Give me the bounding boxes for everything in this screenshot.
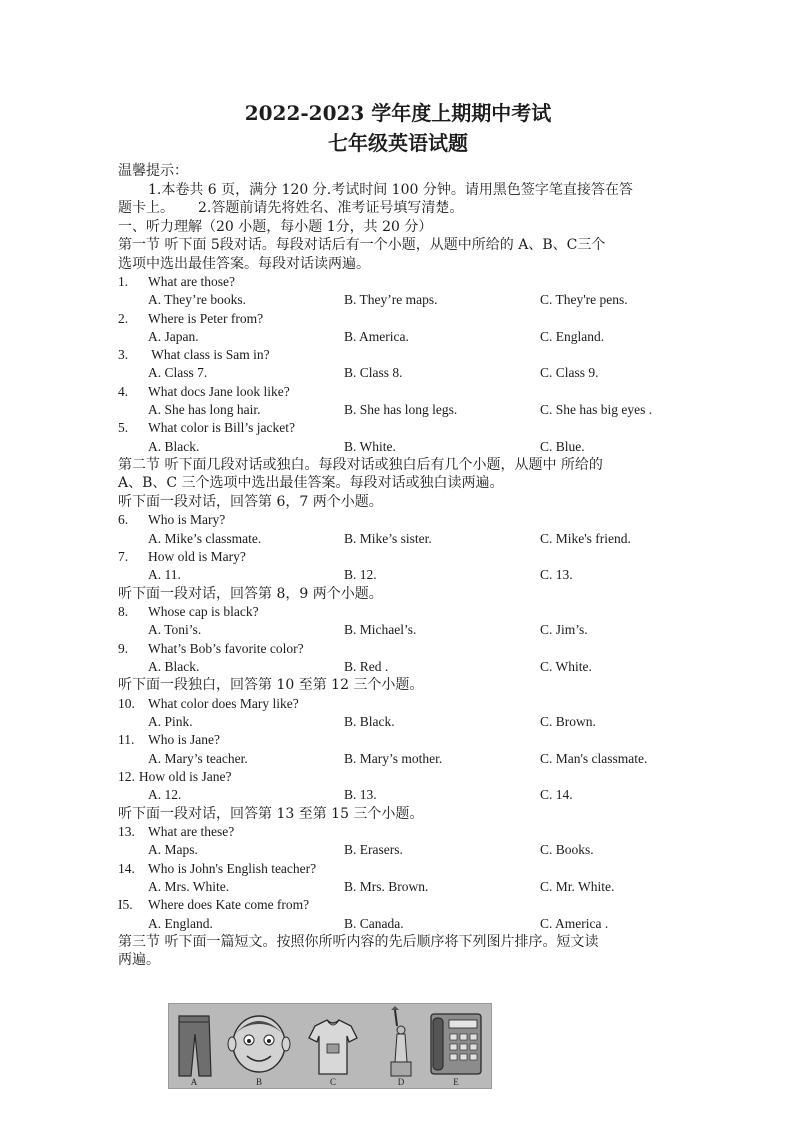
section2-instructions-line-2: A、B、C 三个选项中选出最佳答案。每段对话或独白读两遍。 xyxy=(118,475,504,492)
picture-label-a: A xyxy=(190,1077,198,1087)
question-text: How old is Mary? xyxy=(148,549,246,565)
option-a: A. Toni’s. xyxy=(148,622,202,638)
option-c: C. Books. xyxy=(540,842,594,858)
section1-instructions-line-1: 第一节 听下面 5段对话。每段对话后有一个小题，从题中所给的 A、B、C三个 xyxy=(118,237,606,253)
question-number: 1. xyxy=(118,274,129,289)
option-c: C. Blue. xyxy=(540,438,585,454)
option-b: B. 13. xyxy=(344,787,377,803)
question-number: 3. xyxy=(118,347,129,363)
part1-title: 一、听力理解（20 小题，每小题 1分，共 20 分） xyxy=(118,218,433,235)
question-number: 7. xyxy=(118,549,129,565)
question-text: Where does Kate come from? xyxy=(148,897,310,913)
option-a: A. Maps. xyxy=(148,842,198,858)
section3-instructions-line-1: 第三节 听下面一篇短文。按照你所听内容的先后顺序将下列图片排序。短文读 xyxy=(118,933,599,950)
option-a: A. Black. xyxy=(148,659,200,675)
option-a: A. Black. xyxy=(148,438,200,454)
section1-questions xyxy=(118,273,678,456)
question-15 xyxy=(118,896,678,933)
question-number: 4. xyxy=(118,383,129,399)
question-1 xyxy=(118,273,678,310)
question-3 xyxy=(118,346,678,383)
option-c: C. Class 9. xyxy=(540,365,599,381)
option-c: C. England. xyxy=(540,328,605,344)
option-a: A. Mrs. White. xyxy=(148,879,230,895)
option-a: A. Japan. xyxy=(148,328,199,344)
option-c: C. 14. xyxy=(540,787,573,803)
option-b: B. America. xyxy=(344,328,409,344)
t-shirt-icon xyxy=(309,1020,357,1074)
picture-label-b: B xyxy=(255,1077,263,1087)
option-c: C. White. xyxy=(540,659,592,675)
section3-instructions-line-2: 两遍。 xyxy=(118,952,160,969)
option-a: A. Mike’s classmate. xyxy=(148,530,262,546)
question-9 xyxy=(118,640,678,677)
question-text: What’s Bob’s favorite color? xyxy=(148,640,304,656)
question-text: What class is Sam in? xyxy=(148,347,270,363)
question-text: What color does Mary like? xyxy=(148,695,299,711)
picture-label-d: D xyxy=(397,1077,405,1087)
option-b: B. Erasers. xyxy=(344,842,403,858)
question-2 xyxy=(118,310,678,347)
option-b: B. Red . xyxy=(344,659,389,675)
option-a: A. 12. xyxy=(148,787,182,803)
option-b: B. Mrs. Brown. xyxy=(344,879,429,895)
question-text: Who is John's English teacher? xyxy=(148,860,317,876)
option-c: C. Brown. xyxy=(540,714,596,730)
trousers-icon xyxy=(179,1016,211,1076)
statue-of-liberty-icon xyxy=(391,1006,411,1076)
question-number: 5. xyxy=(118,420,129,436)
group-intro-8-9: 听下面一段对话，回答第 8，9 两个小题。 xyxy=(118,585,383,602)
question-number: 12. xyxy=(118,769,135,785)
question-10 xyxy=(118,695,678,732)
notice-heading: 温馨提示： xyxy=(118,163,188,179)
option-b: B. She has long legs. xyxy=(344,402,458,418)
option-c: C. America . xyxy=(540,915,609,931)
option-a: A. Class 7. xyxy=(148,365,208,381)
question-text: What are those? xyxy=(148,274,235,289)
option-b: B. Black. xyxy=(344,714,395,730)
question-number: 13. xyxy=(118,824,135,840)
question-5 xyxy=(118,419,678,456)
question-text: Whose cap is black? xyxy=(148,604,259,620)
option-c: C. Man's classmate. xyxy=(540,750,648,766)
exam-page xyxy=(118,98,678,970)
question-number: 14. xyxy=(118,860,135,876)
picture-label-c: C xyxy=(329,1077,337,1087)
notice-line-2 xyxy=(118,199,678,218)
option-a: A. 11. xyxy=(148,567,181,583)
option-c: C. 13. xyxy=(540,567,573,583)
question-11 xyxy=(118,731,678,768)
question-number: 9. xyxy=(118,640,129,656)
option-a: A. England. xyxy=(148,915,213,931)
question-number: 6. xyxy=(118,512,129,528)
question-14 xyxy=(118,860,678,897)
question-number: 8. xyxy=(118,604,129,620)
question-number: 2. xyxy=(118,310,129,326)
exam-title: 2022-2023 学年度上期期中考试 xyxy=(244,101,552,125)
option-a: A. Pink. xyxy=(148,714,193,730)
question-number: I5. xyxy=(118,897,133,913)
group-intro-13-15: 听下面一段对话，回答第 13 至第 15 三个小题。 xyxy=(118,805,424,822)
question-7 xyxy=(118,548,678,585)
section2-instructions-line-1: 第二节 听下面几段对话或独白。每段对话或独白后有几个小题，从题中 所给的 xyxy=(118,456,603,473)
question-13 xyxy=(118,823,678,860)
question-text: How old is Jane? xyxy=(138,769,232,785)
question-number: 11. xyxy=(118,732,135,748)
section1-instructions-line-2: 选项中选出最佳答案。每段对话读两遍。 xyxy=(118,255,370,272)
option-b: B. They’re maps. xyxy=(344,292,438,308)
option-a: A. Mary’s teacher. xyxy=(148,750,248,766)
option-b: B. Michael’s. xyxy=(344,622,417,638)
option-b: B. Mike’s sister. xyxy=(344,530,432,546)
option-c: C. Mr. White. xyxy=(540,879,615,895)
option-c: C. Mike's friend. xyxy=(540,530,631,546)
option-b: B. Canada. xyxy=(344,915,404,931)
question-8 xyxy=(118,603,678,640)
picture-label-e: E xyxy=(453,1077,459,1087)
option-a: A. She has long hair. xyxy=(148,402,261,418)
question-text: Who is Mary? xyxy=(148,512,226,528)
option-b: B. 12. xyxy=(344,567,377,583)
option-c: C. They're pens. xyxy=(540,292,628,308)
exam-subtitle: 七年级英语试题 xyxy=(328,131,468,155)
option-c: C. She has big eyes . xyxy=(540,402,653,418)
question-4 xyxy=(118,383,678,420)
option-b: B. Class 8. xyxy=(344,365,403,381)
telephone-icon xyxy=(431,1014,481,1074)
boy-face-icon xyxy=(228,1016,290,1072)
question-6 xyxy=(118,511,678,548)
question-text: What docs Jane look like? xyxy=(148,383,290,399)
notice-line-2a: 题卡上。 xyxy=(118,200,174,216)
option-b: B. White. xyxy=(344,438,396,454)
option-a: A. They’re books. xyxy=(148,292,246,308)
question-text: What are these? xyxy=(148,824,235,840)
question-text: Where is Peter from? xyxy=(148,310,264,326)
option-b: B. Mary’s mother. xyxy=(344,750,443,766)
group-intro-10-12: 听下面一段独白，回答第 10 至第 12 三个小题。 xyxy=(118,677,424,694)
option-c: C. Jim’s. xyxy=(540,622,588,638)
question-text: What color is Bill’s jacket? xyxy=(148,420,295,436)
question-text: Who is Jane? xyxy=(148,732,220,748)
ordering-pictures xyxy=(168,1003,492,1089)
question-12 xyxy=(118,768,678,805)
question-number: 10. xyxy=(118,695,135,711)
group-intro-6-7: 听下面一段对话，回答第 6，7 两个小题。 xyxy=(118,493,383,510)
notice-line-2b: 2.答题前请先将姓名、准考证号填写清楚。 xyxy=(198,200,464,216)
notice-line-1: 1.本卷共 6 页，满分 120 分.考试时间 100 分钟。请用黑色签字笔直接答在答 xyxy=(148,181,633,198)
